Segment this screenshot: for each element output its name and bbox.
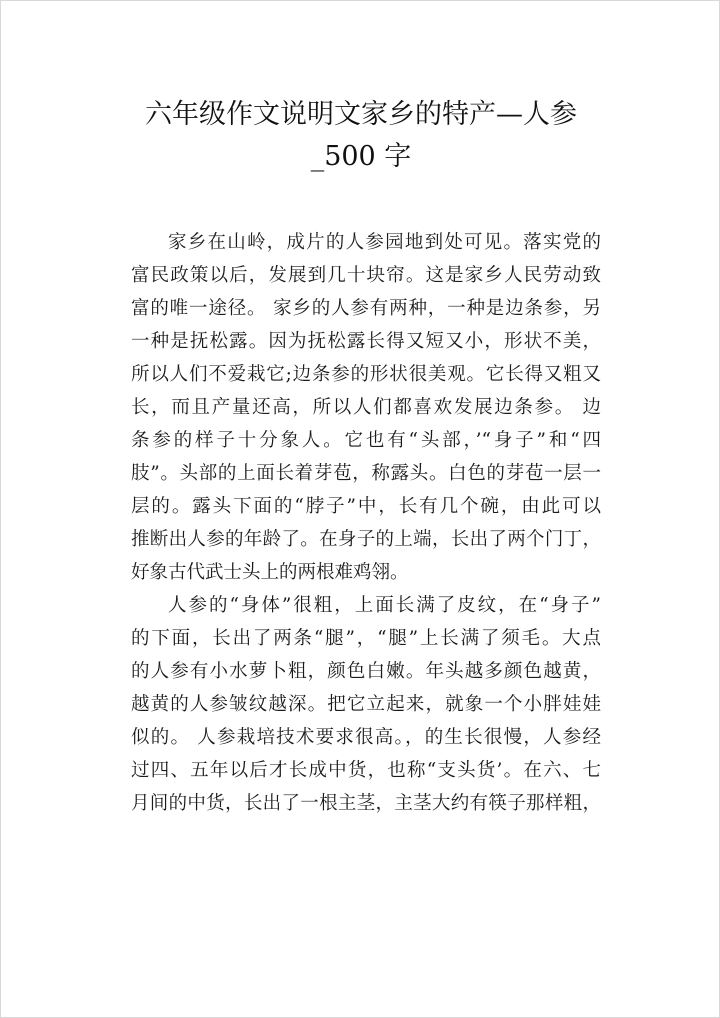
paragraph-line: 长，而且产量还高，所以人们都喜欢发展边条参。 边 [131, 397, 601, 418]
paragraph-line: 的下面，长出了两条“腿”，“腿”上长满了须毛。大点 [131, 628, 601, 649]
paragraph-line: 一种是抚松露。因为抚松露长得又短又小，形状不美， [131, 331, 601, 352]
paragraph-line: 富的唯一途径。 家乡的人参有两种，一种是边条参，另 [131, 298, 601, 319]
paragraph-line: 好象古代武士头上的两根难鸡翎。 [131, 562, 409, 583]
paragraph-line: 所以人们不爱栽它;边条参的形状很美观。它长得又粗又 [131, 364, 601, 385]
paragraph-line: 层的。露头下面的“脖子”中，长有几个碗，由此可以 [131, 496, 601, 517]
paragraph-line: 富民政策以后，发展到几十块帘。这是家乡人民劳动致 [131, 265, 601, 286]
paragraph-line: 家乡在山岭，成片的人参园地到处可见。落实党的 [168, 232, 601, 253]
paragraph-line: 条参的样子十分象人。它也有“头部，’“身子”和“四 [131, 430, 601, 451]
paragraph-line: 过四、五年以后才长成中货，也称“支头货’。在六、七 [131, 760, 601, 781]
paragraph-line: 越黄的人参皱纹越深。把它立起来，就象一个小胖娃娃 [131, 694, 601, 715]
title-line-2: _500 字 [310, 141, 412, 172]
title-line-1: 六年级作文说明文家乡的特产—人参 [145, 99, 577, 130]
paragraph-line: 月间的中货，长出了一根主茎，主茎大约有筷子那样粗， [131, 793, 601, 814]
paragraph-line: 推断出人参的年龄了。在身子的上端，长出了两个门丁， [131, 529, 601, 550]
paragraph-line: 肢”。头部的上面长着芽苞，称露头。白色的芽苞一层一 [131, 463, 601, 484]
paragraph-line: 人参的“身体”很粗，上面长满了皮纹，在“身子” [168, 595, 601, 616]
paragraph-line: 的人参有小水萝卜粗，颜色白嫩。年头越多颜色越黄， [131, 661, 601, 682]
paragraph-line: 似的。 人参栽培技术要求很高。，的生长很慢，人参经 [131, 727, 601, 748]
